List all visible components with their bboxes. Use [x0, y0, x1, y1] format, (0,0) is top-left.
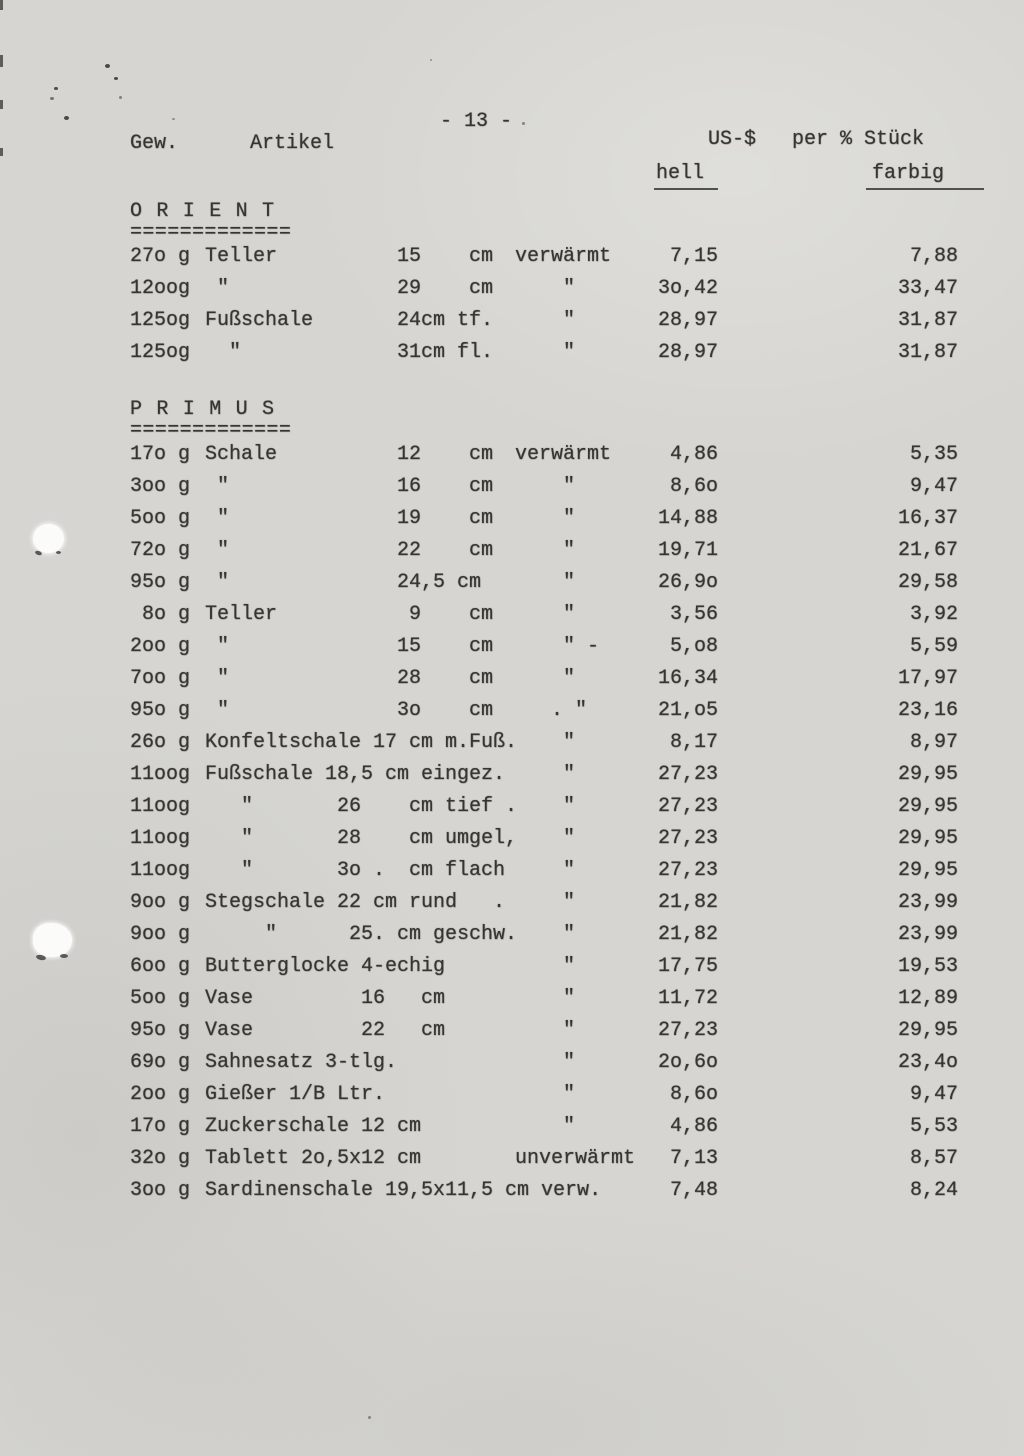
condition-cell: "	[515, 795, 576, 818]
condition-cell: "	[515, 763, 576, 786]
price-farbig-cell: 9,47	[909, 1083, 958, 1106]
price-farbig-cell: 23,4o	[897, 1051, 958, 1074]
price-farbig-cell: 5,53	[909, 1115, 958, 1138]
condition-cell: "	[515, 827, 576, 850]
price-hell-cell: 3o,42	[657, 277, 718, 300]
weight-cell: 2oo g	[130, 1083, 191, 1106]
condition-cell: "	[515, 923, 576, 946]
condition-cell: . "	[515, 699, 588, 722]
price-farbig-cell: 17,97	[897, 667, 958, 690]
price-farbig-cell: 3,92	[909, 603, 958, 626]
price-row	[130, 599, 958, 631]
price-farbig-cell: 16,37	[897, 507, 958, 530]
price-row	[130, 1143, 958, 1175]
ink-speck	[50, 97, 54, 100]
section-title: P R I M U S	[130, 398, 276, 421]
price-farbig-cell: 31,87	[897, 341, 958, 364]
section-rows	[130, 439, 958, 1207]
condition-cell: "	[515, 277, 576, 300]
condition-cell: "	[515, 987, 576, 1010]
price-farbig-cell: 23,16	[897, 699, 958, 722]
price-hell-cell: 8,17	[669, 731, 718, 754]
article-cell: " 28 cm umgel,	[205, 827, 518, 850]
article-cell: Zuckerschale 12 cm	[205, 1115, 422, 1138]
weight-cell: 72o g	[130, 539, 191, 562]
weight-cell: 69o g	[130, 1051, 191, 1074]
price-row	[130, 1111, 958, 1143]
price-hell-cell: 8,6o	[669, 475, 718, 498]
price-hell-cell: 4,86	[669, 1115, 718, 1138]
ink-speck	[172, 118, 175, 120]
scan-edge-mark	[0, 55, 3, 67]
ink-speck	[430, 59, 432, 61]
ink-speck	[119, 96, 122, 99]
ink-speck	[54, 87, 58, 90]
weight-cell: 9oo g	[130, 891, 191, 914]
price-farbig-cell: 29,95	[897, 763, 958, 786]
price-hell-cell: 28,97	[657, 341, 718, 364]
article-cell: " 3o . cm flach	[205, 859, 506, 882]
article-cell: " 16 cm	[205, 475, 494, 498]
weight-cell: 3oo g	[130, 475, 191, 498]
price-row	[130, 439, 958, 471]
ink-speck	[114, 77, 118, 80]
condition-cell: "	[515, 955, 576, 978]
price-farbig-cell: 12,89	[897, 987, 958, 1010]
price-row	[130, 1079, 958, 1111]
weight-cell: 8o g	[130, 603, 191, 626]
section-rule: =============	[130, 419, 292, 442]
article-cell: Vase 16 cm	[205, 987, 446, 1010]
article-cell: Schale 12 cm	[205, 443, 494, 466]
price-farbig-cell: 23,99	[897, 923, 958, 946]
price-hell-cell: 27,23	[657, 827, 718, 850]
price-row	[130, 823, 958, 855]
condition-cell: verwärmt	[515, 245, 612, 268]
article-cell: " 25. cm geschw.	[205, 923, 518, 946]
hell-label: hell	[654, 158, 718, 190]
price-hell-cell: 8,6o	[669, 1083, 718, 1106]
price-row	[130, 887, 958, 919]
column-header-price: US-$ per % Stück	[708, 128, 925, 151]
ink-speck	[105, 64, 110, 68]
weight-cell: 95o g	[130, 1019, 191, 1042]
weight-cell: 2oo g	[130, 635, 191, 658]
price-hell-cell: 14,88	[657, 507, 718, 530]
price-row	[130, 951, 958, 983]
article-cell: " 19 cm	[205, 507, 494, 530]
price-row	[130, 791, 958, 823]
price-hell-cell: 7,48	[669, 1179, 718, 1202]
article-cell: Vase 22 cm	[205, 1019, 446, 1042]
price-hell-cell: 7,15	[669, 245, 718, 268]
price-row	[130, 631, 958, 663]
price-hell-cell: 27,23	[657, 1019, 718, 1042]
price-farbig-cell: 19,53	[897, 955, 958, 978]
article-cell: " 31cm fl.	[205, 341, 494, 364]
article-cell: Butterglocke 4-echig	[205, 955, 446, 978]
price-row	[130, 471, 958, 503]
condition-cell: verwärmt	[515, 443, 612, 466]
price-row	[130, 759, 958, 791]
price-hell-cell: 2o,6o	[657, 1051, 718, 1074]
condition-cell: "	[515, 507, 576, 530]
price-row	[130, 663, 958, 695]
price-row	[130, 337, 958, 369]
article-cell: " 15 cm	[205, 635, 494, 658]
section-rule: =============	[130, 221, 292, 244]
ink-speck	[368, 1416, 371, 1419]
condition-cell: "	[515, 603, 576, 626]
price-farbig-cell: 8,97	[909, 731, 958, 754]
price-row	[130, 855, 958, 887]
weight-cell: 95o g	[130, 571, 191, 594]
price-row	[130, 695, 958, 727]
article-cell: " 28 cm	[205, 667, 494, 690]
section-title: O R I E N T	[130, 200, 276, 223]
condition-cell: "	[515, 1115, 576, 1138]
article-cell: " 24,5 cm	[205, 571, 482, 594]
price-farbig-cell: 23,99	[897, 891, 958, 914]
price-row	[130, 1175, 958, 1207]
article-cell: Fußschale 24cm tf.	[205, 309, 494, 332]
weight-cell: 5oo g	[130, 507, 191, 530]
price-hell-cell: 11,72	[657, 987, 718, 1010]
farbig-label: farbig	[866, 158, 984, 190]
condition-cell: "	[515, 539, 576, 562]
price-farbig-cell: 29,58	[897, 571, 958, 594]
condition-cell: "	[515, 309, 576, 332]
price-hell-cell: 27,23	[657, 795, 718, 818]
price-row	[130, 305, 958, 337]
weight-cell: 32o g	[130, 1147, 191, 1170]
condition-cell: " -	[515, 635, 600, 658]
price-farbig-cell: 31,87	[897, 309, 958, 332]
article-cell: Sardinenschale 19,5x11,5 cm verw.	[205, 1179, 602, 1202]
article-cell: " 29 cm	[205, 277, 494, 300]
article-cell: Fußschale 18,5 cm eingez.	[205, 763, 506, 786]
article-cell: " 22 cm	[205, 539, 494, 562]
price-hell-cell: 4,86	[669, 443, 718, 466]
weight-cell: 11oog	[130, 763, 191, 786]
weight-cell: 27o g	[130, 245, 191, 268]
price-hell-cell: 21,82	[657, 891, 718, 914]
article-cell: Sahnesatz 3-tlg.	[205, 1051, 398, 1074]
price-hell-cell: 16,34	[657, 667, 718, 690]
price-hell-cell: 3,56	[669, 603, 718, 626]
price-row	[130, 727, 958, 759]
price-row	[130, 241, 958, 273]
condition-cell: "	[515, 1083, 576, 1106]
condition-cell: unverwärmt	[515, 1147, 636, 1170]
price-farbig-cell: 29,95	[897, 859, 958, 882]
price-farbig-cell: 8,57	[909, 1147, 958, 1170]
condition-cell: "	[515, 341, 576, 364]
article-cell: Konfeltschale 17 cm m.Fuß.	[205, 731, 518, 754]
weight-cell: 125og	[130, 309, 191, 332]
scan-edge-mark	[0, 148, 3, 156]
article-cell: " 26 cm tief .	[205, 795, 518, 818]
price-hell-cell: 19,71	[657, 539, 718, 562]
condition-cell: "	[515, 667, 576, 690]
price-hell-cell: 17,75	[657, 955, 718, 978]
price-hell-cell: 27,23	[657, 763, 718, 786]
price-row	[130, 535, 958, 567]
article-cell: Teller 9 cm	[205, 603, 494, 626]
price-farbig-cell: 5,35	[909, 443, 958, 466]
article-cell: Stegschale 22 cm rund .	[205, 891, 506, 914]
price-row	[130, 273, 958, 305]
condition-cell: "	[515, 475, 576, 498]
price-farbig-cell: 9,47	[909, 475, 958, 498]
condition-cell: "	[515, 731, 576, 754]
weight-cell: 12oog	[130, 277, 191, 300]
condition-cell: "	[515, 1019, 576, 1042]
price-hell-cell: 21,o5	[657, 699, 718, 722]
condition-cell: "	[515, 571, 576, 594]
weight-cell: 3oo g	[130, 1179, 191, 1202]
price-row	[130, 503, 958, 535]
price-row	[130, 983, 958, 1015]
price-hell-cell: 28,97	[657, 309, 718, 332]
price-farbig-cell: 29,95	[897, 795, 958, 818]
punch-hole-top	[33, 524, 64, 553]
condition-cell: "	[515, 891, 576, 914]
section-rows	[130, 241, 958, 369]
weight-cell: 5oo g	[130, 987, 191, 1010]
price-row	[130, 919, 958, 951]
condition-cell	[515, 1175, 640, 1207]
price-farbig-cell: 29,95	[897, 1019, 958, 1042]
weight-cell: 11oog	[130, 795, 191, 818]
price-farbig-cell: 7,88	[909, 245, 958, 268]
ink-speck	[64, 116, 69, 120]
scan-edge-mark	[0, 100, 3, 109]
price-hell-cell: 27,23	[657, 859, 718, 882]
punch-hole-bottom	[33, 923, 72, 957]
weight-cell: 95o g	[130, 699, 191, 722]
price-hell-cell: 21,82	[657, 923, 718, 946]
price-row	[130, 1015, 958, 1047]
price-farbig-cell: 5,59	[909, 635, 958, 658]
weight-cell: 7oo g	[130, 667, 191, 690]
price-farbig-cell: 29,95	[897, 827, 958, 850]
condition-cell: "	[515, 1051, 576, 1074]
price-hell-cell: 7,13	[669, 1147, 718, 1170]
article-cell: Teller 15 cm	[205, 245, 494, 268]
page-number: - 13 -	[440, 110, 513, 133]
price-hell-cell: 5,o8	[669, 635, 718, 658]
price-farbig-cell: 21,67	[897, 539, 958, 562]
price-row	[130, 567, 958, 599]
weight-cell: 125og	[130, 341, 191, 364]
column-header-hell	[654, 158, 718, 190]
weight-cell: 9oo g	[130, 923, 191, 946]
weight-cell: 11oog	[130, 859, 191, 882]
weight-cell: 17o g	[130, 443, 191, 466]
price-row	[130, 1047, 958, 1079]
weight-cell: 26o g	[130, 731, 191, 754]
article-cell: " 3o cm	[205, 699, 494, 722]
scan-edge-mark	[0, 0, 3, 10]
weight-cell: 11oog	[130, 827, 191, 850]
weight-cell: 17o g	[130, 1115, 191, 1138]
price-farbig-cell: 33,47	[897, 277, 958, 300]
price-farbig-cell: 8,24	[909, 1179, 958, 1202]
column-header-farbig	[866, 158, 984, 190]
ink-speck	[522, 122, 525, 125]
weight-cell: 6oo g	[130, 955, 191, 978]
price-hell-cell: 26,9o	[657, 571, 718, 594]
article-cell: Tablett 2o,5x12 cm	[205, 1147, 422, 1170]
column-header-gew-artikel: Gew. Artikel	[130, 132, 335, 155]
article-cell: Gießer 1/B Ltr.	[205, 1083, 386, 1106]
condition-cell: "	[515, 859, 576, 882]
